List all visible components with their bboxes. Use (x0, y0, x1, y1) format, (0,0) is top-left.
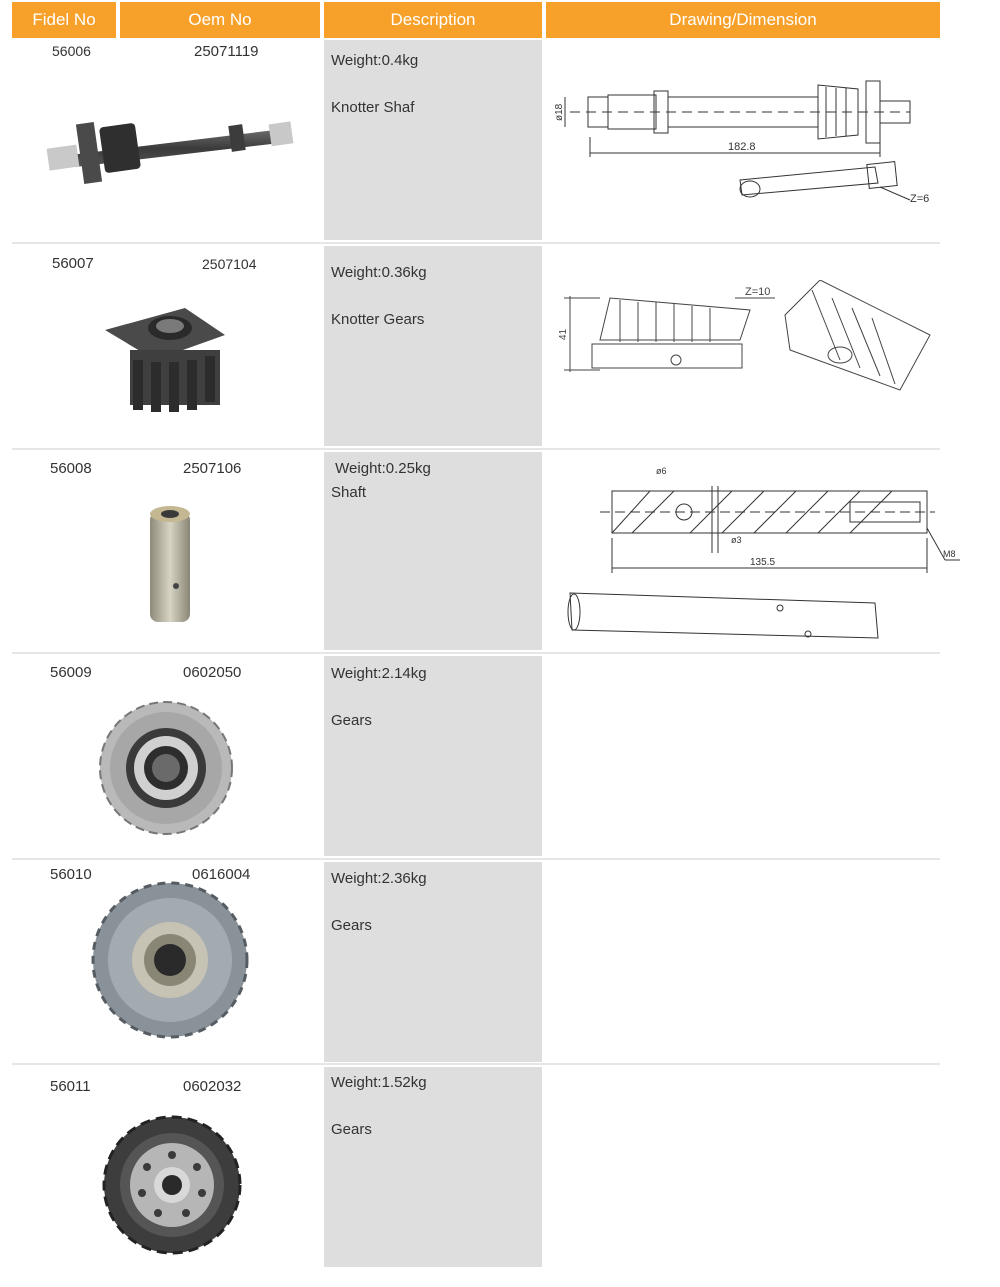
fidel-number: 56007 (52, 255, 94, 272)
oem-number: 0616004 (192, 866, 251, 883)
small-hole-diameter: ø3 (731, 535, 742, 545)
header-fidel-no: Fidel No (12, 2, 116, 38)
dim-length: 135.5 (750, 557, 776, 568)
description-cell (324, 656, 542, 856)
weight-text: Weight:1.52kg (331, 1074, 427, 1091)
description-cell (324, 862, 542, 1062)
header-description: Description (324, 2, 542, 38)
knotter-gear-photo (95, 300, 235, 420)
header-drawing-dimension: Drawing/Dimension (546, 2, 940, 38)
part-name: Gears (331, 712, 372, 729)
dim-diameter: ø18 (554, 103, 565, 121)
oem-number: 0602032 (183, 1078, 242, 1095)
weight-text: Weight:0.36kg (331, 264, 427, 281)
row-divider (12, 448, 940, 450)
part-name: Gears (331, 1121, 372, 1138)
oem-number: 2507104 (202, 256, 257, 272)
fidel-number: 56010 (50, 866, 92, 883)
weight-text: Weight:2.36kg (331, 870, 427, 887)
spur-gear-photo (102, 1115, 242, 1255)
bevel-gear-photo (90, 880, 250, 1040)
shaft-drawing (550, 458, 970, 653)
weight-text: Weight:0.4kg (331, 52, 419, 69)
oem-number: 2507106 (183, 460, 242, 477)
oem-number: 25071119 (194, 43, 259, 60)
description-cell (324, 452, 542, 650)
fidel-number: 56006 (52, 43, 91, 59)
dim-height: 41 (558, 328, 569, 340)
knotter-shaft-photo (40, 95, 300, 195)
fidel-number: 56009 (50, 664, 92, 681)
header-oem-no: Oem No (120, 2, 320, 38)
fidel-number: 56011 (50, 1078, 91, 1095)
knotter-gear-drawing (550, 280, 940, 410)
part-name: Knotter Gears (331, 311, 425, 328)
row-divider (12, 858, 940, 860)
teeth-count: Z=6 (910, 193, 930, 205)
description-cell (324, 40, 542, 240)
part-name: Gears (331, 917, 372, 934)
fidel-number: 56008 (50, 460, 92, 477)
hole-diameter: ø6 (656, 466, 667, 476)
shaft-photo (140, 500, 200, 630)
oem-number: 0602050 (183, 664, 242, 681)
teeth-count: Z=10 (745, 286, 771, 298)
thread-size: M8 (943, 549, 956, 559)
part-name: Knotter Shaf (331, 99, 415, 116)
description-cell (324, 1067, 542, 1267)
weight-text: Weight:0.25kg (331, 460, 431, 477)
part-name: Shaft (331, 484, 367, 501)
knotter-shaft-drawing (550, 75, 940, 215)
row-divider (12, 1063, 940, 1065)
row-divider (12, 242, 940, 244)
gear-photo (98, 700, 234, 836)
dim-length: 182.8 (728, 141, 756, 153)
weight-text: Weight:2.14kg (331, 665, 427, 682)
